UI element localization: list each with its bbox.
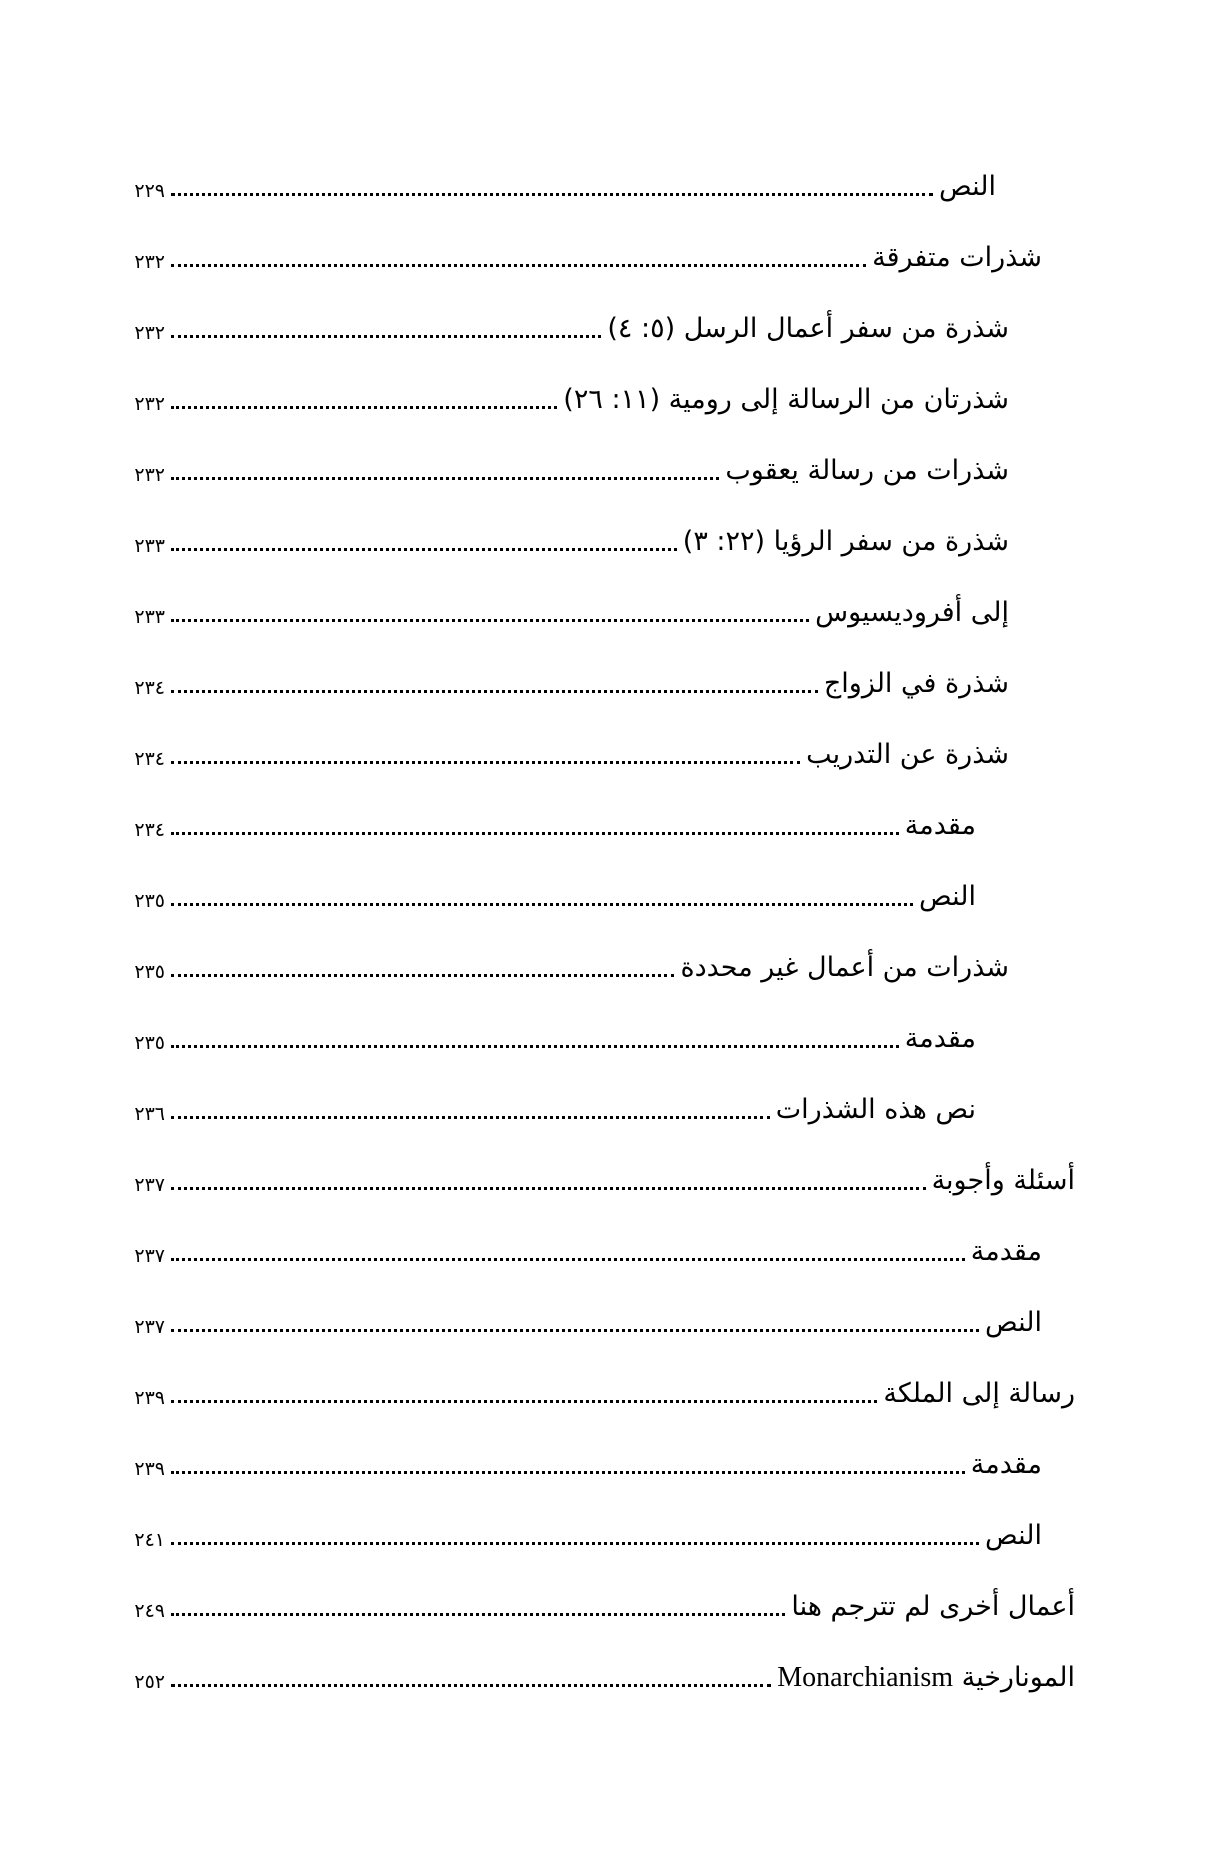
toc-dot-leader	[171, 1116, 770, 1119]
toc-page-number: ٢٤١	[134, 1529, 165, 1551]
toc-entry	[125, 163, 996, 207]
toc-entry	[125, 1157, 1075, 1201]
toc-page-number: ٢٣٢	[134, 322, 165, 344]
toc-page-number: ٢٣٤	[134, 677, 165, 699]
toc-entry	[125, 1512, 1042, 1556]
toc-entry-title-latin: Monarchianism	[777, 1662, 954, 1693]
toc-dot-leader	[171, 1329, 979, 1332]
toc-dot-leader	[171, 1045, 899, 1048]
toc-page-number: ٢٣٥	[134, 890, 165, 912]
toc-entry-title: شذرات من أعمال غير محددة	[680, 952, 1009, 983]
toc-entry-title: مقدمة	[970, 1236, 1042, 1267]
toc-entry-title: نص هذه الشذرات	[775, 1094, 976, 1125]
toc-entry-title: شذرات من رسالة يعقوب	[725, 455, 1009, 486]
toc-entry	[125, 1441, 1042, 1485]
toc-dot-leader	[171, 761, 800, 764]
toc-entry	[125, 234, 1042, 278]
toc-entry	[125, 1583, 1075, 1627]
toc-entry	[125, 731, 1009, 775]
toc-dot-leader	[171, 1613, 785, 1616]
toc-entry-title: أعمال أخرى لم تترجم هنا	[791, 1591, 1075, 1622]
toc-page-number: ٢٤٩	[134, 1600, 165, 1622]
toc-dot-leader	[171, 832, 899, 835]
toc-entry	[125, 873, 976, 917]
toc-page-number: ٢٣٣	[134, 606, 165, 628]
toc-page-number: ٢٣٢	[134, 464, 165, 486]
toc-entry-title: النص	[985, 1307, 1042, 1338]
toc-dot-leader	[171, 548, 677, 551]
toc-page-number: ٢٣٢	[134, 251, 165, 273]
toc-entry-title: مقدمة	[904, 1023, 976, 1054]
toc-entry-title: مقدمة	[904, 810, 976, 841]
toc-entry-title: شذرة عن التدريب	[806, 739, 1009, 770]
toc-entry-title: النص	[939, 171, 996, 202]
toc-entry-title: شذرة من سفر الرؤيا (٢٢: ٣)	[682, 526, 1009, 557]
toc-entry-title: النص	[919, 881, 976, 912]
toc-dot-leader	[171, 477, 719, 480]
toc-dot-leader	[171, 1258, 965, 1261]
toc-page-number: ٢٣٧	[134, 1174, 165, 1196]
toc-dot-leader	[171, 1542, 979, 1545]
toc-entry	[125, 1086, 976, 1130]
toc-dot-leader	[171, 619, 809, 622]
toc-entry	[125, 589, 1009, 633]
toc-entry	[125, 1015, 976, 1059]
toc-dot-leader	[171, 406, 557, 409]
toc-entry-title: شذرة في الزواج	[823, 668, 1009, 699]
toc-page-number: ٢٣٢	[134, 393, 165, 415]
toc-entry	[125, 447, 1009, 491]
toc-page-number: ٢٥٢	[134, 1671, 165, 1693]
toc-dot-leader	[171, 193, 933, 196]
toc-entry-title: رسالة إلى الملكة	[883, 1378, 1075, 1409]
toc-dot-leader	[171, 974, 674, 977]
toc-page-number: ٢٣٥	[134, 961, 165, 983]
toc-entry	[125, 1370, 1075, 1414]
toc-dot-leader	[171, 903, 913, 906]
toc-dot-leader	[171, 1187, 926, 1190]
toc-page-number: ٢٣٥	[134, 1032, 165, 1054]
toc-dot-leader	[171, 690, 818, 693]
toc-entry	[125, 802, 976, 846]
toc-page-number: ٢٣٤	[134, 819, 165, 841]
toc-entry	[125, 305, 1009, 349]
toc-dot-leader	[171, 335, 601, 338]
toc-entry-title: النص	[985, 1520, 1042, 1551]
toc-page-number: ٢٣٩	[134, 1387, 165, 1409]
toc-page-number: ٢٣٤	[134, 748, 165, 770]
toc-page-number: ٢٣٦	[134, 1103, 165, 1125]
toc-entry-title: مقدمة	[970, 1449, 1042, 1480]
toc-entry	[125, 660, 1009, 704]
toc-dot-leader	[171, 1400, 877, 1403]
toc-entry-title: أسئلة وأجوبة	[931, 1165, 1075, 1196]
toc-entry-title: شذرة من سفر أعمال الرسل (٥: ٤)	[607, 313, 1009, 344]
toc-entry-title: المونارخية	[961, 1662, 1075, 1693]
toc-page-number: ٢٣٧	[134, 1245, 165, 1267]
toc-entry-title: إلى أفروديسيوس	[815, 597, 1009, 628]
toc-entry-title: شذرات متفرقة	[872, 242, 1042, 273]
toc-dot-leader	[171, 264, 866, 267]
toc-entry	[125, 1299, 1042, 1343]
toc-dot-leader	[171, 1471, 965, 1474]
toc-entry	[125, 1654, 1075, 1698]
toc-page-number: ٢٣٩	[134, 1458, 165, 1480]
toc-page-number: ٢٣٧	[134, 1316, 165, 1338]
toc-page-number: ٢٣٣	[134, 535, 165, 557]
toc-entry	[125, 376, 1009, 420]
toc-entry-title: شذرتان من الرسالة إلى رومية (١١: ٢٦)	[563, 384, 1009, 415]
toc-entry	[125, 1228, 1042, 1272]
toc-dot-leader	[171, 1684, 771, 1687]
toc-entry	[125, 518, 1009, 562]
toc-entry-title-group	[771, 1658, 1075, 1698]
toc-page-number: ٢٢٩	[134, 180, 165, 202]
toc-entry	[125, 944, 1009, 988]
